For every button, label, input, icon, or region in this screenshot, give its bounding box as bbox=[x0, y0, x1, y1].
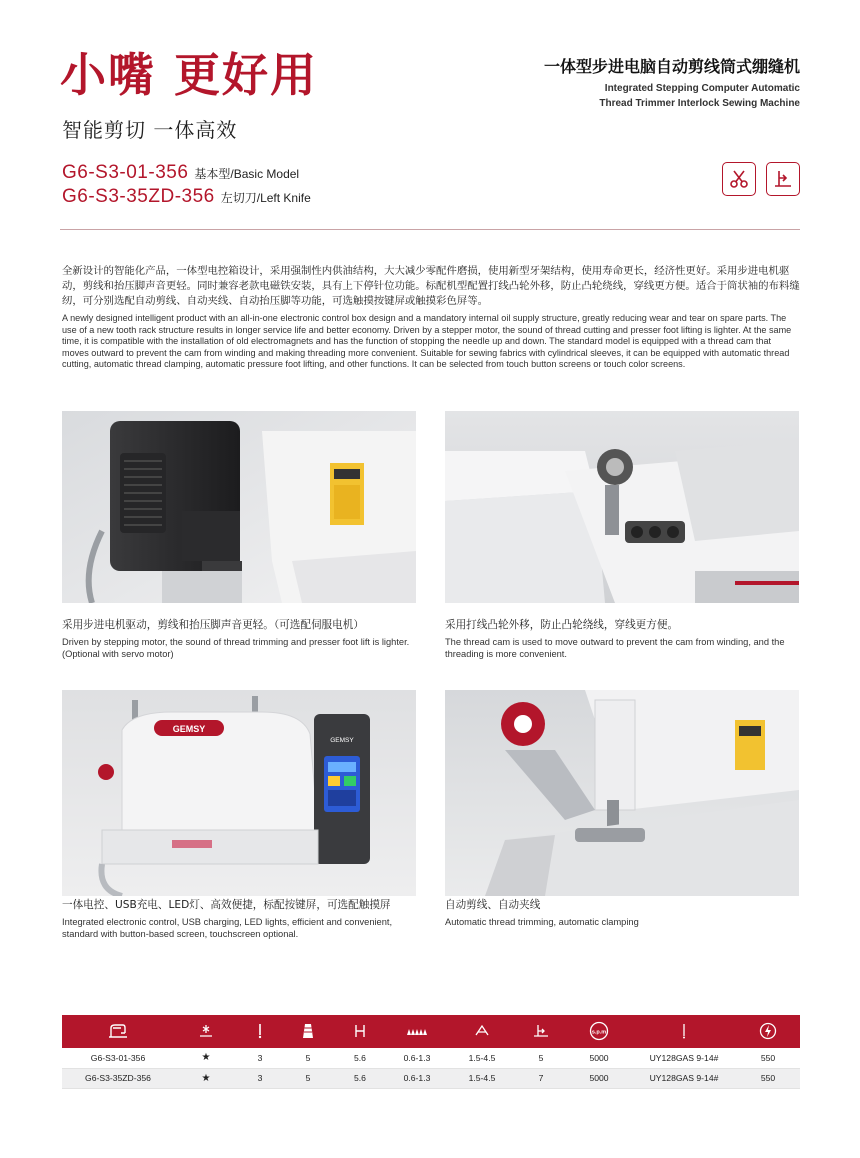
product-title-en bbox=[540, 82, 800, 111]
scissors-icon bbox=[722, 162, 756, 196]
needle-gauge-cell: 5.6 bbox=[334, 1048, 386, 1068]
model-code: G6-S3-35ZD-356 bbox=[62, 186, 215, 207]
needle-system-cell: UY128GAS 9-14# bbox=[632, 1048, 736, 1068]
model-left-knife bbox=[62, 186, 311, 208]
caption-cn: 自动剪线、自动夹线 bbox=[445, 899, 541, 911]
thread-trim-icon bbox=[174, 1015, 238, 1048]
stitch-length-icon bbox=[448, 1015, 516, 1048]
motor-power-icon bbox=[736, 1015, 800, 1048]
spm-label: s.p.m bbox=[591, 1029, 607, 1035]
spm-icon bbox=[566, 1015, 632, 1048]
feature-caption-3 bbox=[62, 898, 422, 940]
model-cell: G6-S3-01-356 bbox=[62, 1048, 174, 1068]
diff-feed-cell: 0.6-1.3 bbox=[386, 1068, 448, 1088]
power-cell: 550 bbox=[736, 1048, 800, 1068]
needle-count-cell: 3 bbox=[238, 1068, 282, 1088]
feature-caption-1 bbox=[62, 618, 422, 660]
feature-caption-4 bbox=[445, 898, 805, 928]
power-cell: 550 bbox=[736, 1068, 800, 1088]
diff-feed-cell: 0.6-1.3 bbox=[386, 1048, 448, 1068]
speed-cell: 5000 bbox=[566, 1068, 632, 1088]
needle-gauge-cell: 5.6 bbox=[334, 1068, 386, 1088]
model-desc: 左切刀/Left Knife bbox=[220, 191, 311, 205]
photo-stepper-motor bbox=[62, 411, 416, 603]
model-cell: G6-S3-35ZD-356 bbox=[62, 1068, 174, 1088]
spec-header-row bbox=[62, 1015, 800, 1048]
thread-count-cell: 5 bbox=[282, 1048, 334, 1068]
needle-count-cell: 3 bbox=[238, 1048, 282, 1068]
photo-auto-trimming bbox=[445, 690, 799, 896]
model-desc: 基本型/Basic Model bbox=[194, 167, 300, 181]
table-row bbox=[62, 1068, 800, 1088]
needle-icon bbox=[238, 1015, 282, 1048]
caption-en: The thread cam is used to move outward to prevent the cam from winding, and the threading is more convenient. bbox=[445, 637, 785, 659]
spec-table bbox=[62, 1015, 800, 1089]
caption-cn: 采用打线凸轮外移，防止凸轮绕线，穿线更方便。 bbox=[445, 619, 679, 631]
headline: 小嘴 更好用 bbox=[60, 48, 319, 102]
machine-icon bbox=[62, 1015, 174, 1048]
auto-trim-cell: ★ bbox=[174, 1068, 238, 1088]
model-basic bbox=[62, 162, 299, 184]
presser-lift-cell: 7 bbox=[516, 1068, 566, 1088]
model-code: G6-S3-01-356 bbox=[62, 162, 189, 183]
intro-text-en: A newly designed intelligent product with an all-in-one electronic control box design and a mandatory internal oil supply structure, greatly reducing wear and tear on spare parts. The use of a new tooth rack structure results in longer service life and better economy. Driven by a stepper motor, the sound of thread cutting and presser foot lifting is lighter. At the same time, it is compatible with the installation of old electromagnets and has the function of stopping the needle up and down. The standard model is equipped with a thread cam that moves outward to prevent the cam from winding and making threading more convenient. Suitable for sewing fabrics with cylindrical sleeves, it can be equipped with automatic thread cutting, automatic thread clamping, automatic pressure foot lifting, and other functions. It can be selected from touch button screens or touch color screens. bbox=[62, 313, 792, 369]
table-row bbox=[62, 1048, 800, 1068]
caption-cn: 采用步进电机驱动，剪线和抬压脚声音更轻。（可选配伺服电机） bbox=[62, 619, 364, 631]
speed-cell: 5000 bbox=[566, 1048, 632, 1068]
caption-en: Automatic thread trimming, automatic clamping bbox=[445, 917, 639, 927]
feed-dog-icon bbox=[386, 1015, 448, 1048]
caption-en: Driven by stepping motor, the sound of thread trimming and presser foot lift is lighter. (Optional with servo motor) bbox=[62, 637, 410, 659]
product-title-cn: 一体型步进电脑自动剪线筒式绷缝机 bbox=[543, 57, 800, 76]
product-title-en-line2: Thread Trimmer Interlock Sewing Machine bbox=[599, 97, 800, 109]
cone-icon bbox=[282, 1015, 334, 1048]
header-divider bbox=[60, 229, 800, 230]
subhead: 智能剪切 一体高效 bbox=[62, 118, 238, 142]
feature-caption-2 bbox=[445, 618, 805, 660]
brand-label: GEMSY bbox=[172, 724, 206, 734]
caption-en: Integrated electronic control, USB charging, LED lights, efficient and convenient, standard with button-based screen, touchscreen optional. bbox=[62, 917, 393, 939]
photo-thread-cam bbox=[445, 411, 799, 603]
product-title-en-line1: Integrated Stepping Computer Automatic bbox=[604, 83, 800, 94]
presser-lift-icon bbox=[516, 1015, 566, 1048]
thread-count-cell: 5 bbox=[282, 1068, 334, 1088]
stitch-length-cell: 1.5-4.5 bbox=[448, 1068, 516, 1088]
needle-gauge-icon bbox=[334, 1015, 386, 1048]
brand-label: GEMSY bbox=[330, 737, 354, 744]
presser-lift-cell: 5 bbox=[516, 1048, 566, 1068]
stitch-length-cell: 1.5-4.5 bbox=[448, 1048, 516, 1068]
presser-foot-icon bbox=[766, 162, 800, 196]
caption-cn: 一体电控、USB充电、LED灯、高效便捷，标配按键屏，可选配触摸屏 bbox=[62, 899, 391, 911]
photo-full-machine bbox=[62, 690, 416, 896]
auto-trim-cell: ★ bbox=[174, 1048, 238, 1068]
intro-text-cn: 全新设计的智能化产品，一体型电控箱设计，采用强制性内供油结构，大大减少零配件磨损，使用新型牙架结构，使用寿命更长，经济性更好。采用步进电机驱动，剪线和抬压脚声音更轻。同时兼容老款电磁铁安装，具有上下停针位功能。标配机型配置打线凸轮外移，防止凸轮绕线，穿线更方便。适合于筒状袖的布料缝纫，可分别选配自动剪线、自动夹线、自动抬压脚等功能，可选触摸按键屏或触摸彩色屏等。 bbox=[62, 265, 800, 307]
needle-system-cell: UY128GAS 9-14# bbox=[632, 1068, 736, 1088]
needle-system-icon bbox=[632, 1015, 736, 1048]
